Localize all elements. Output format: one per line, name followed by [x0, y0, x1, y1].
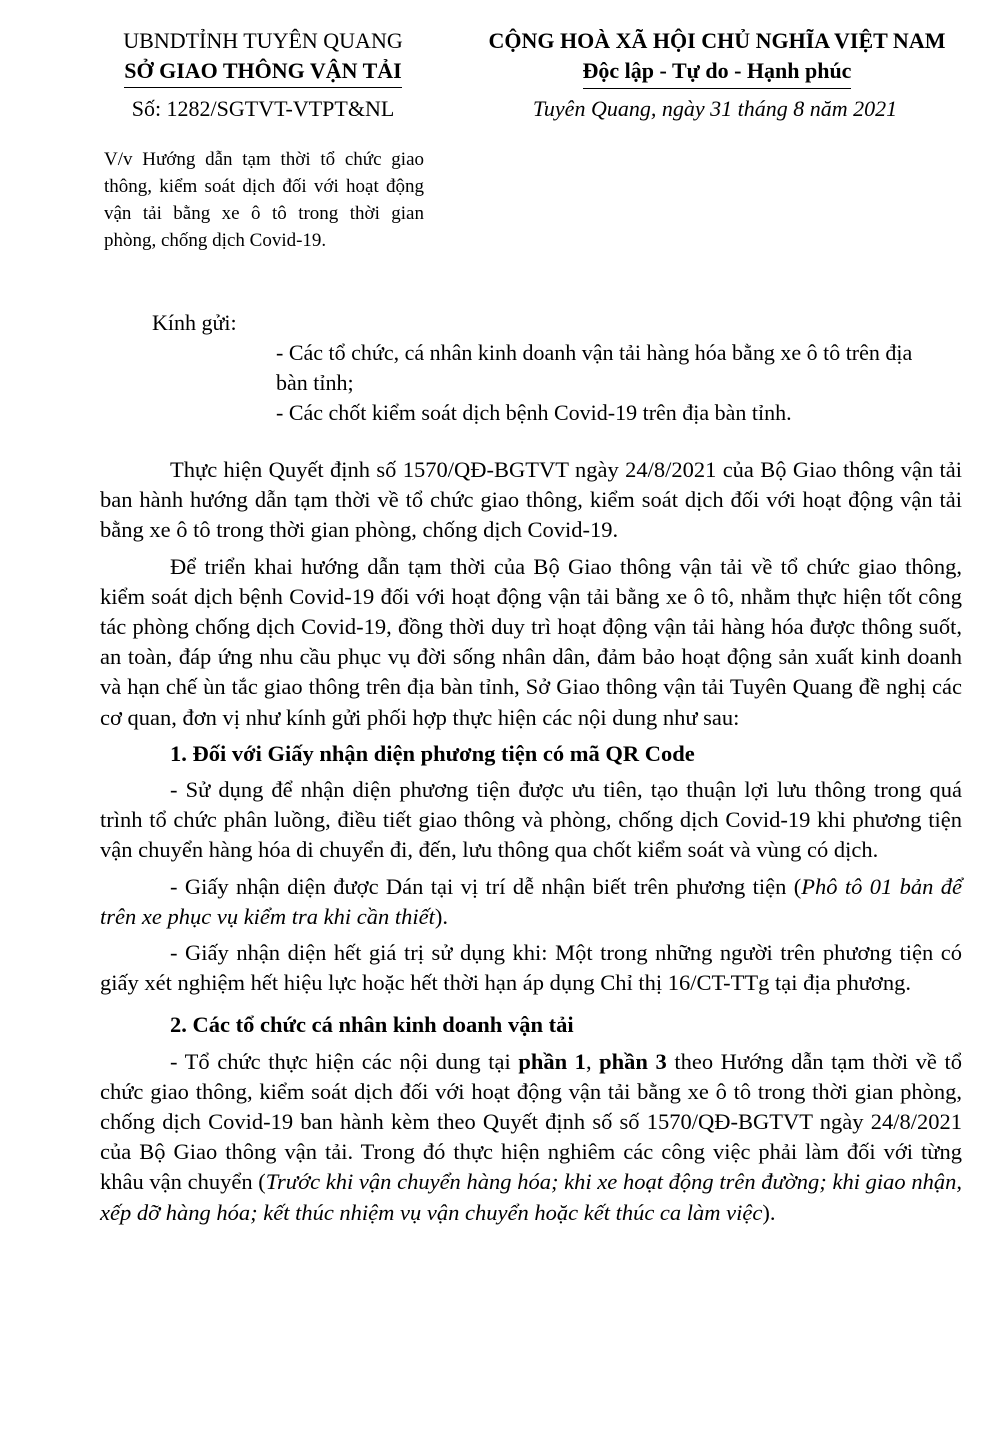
parent-agency: UBNDTỈNH TUYÊN QUANG — [123, 28, 403, 53]
paragraph: Để triển khai hướng dẫn tạm thời của Bộ Giao thông vận tải về tổ chức giao thông, kiểm soát dịch bệnh Covid-19 đối với hoạt động vận tải bằng xe ô tô, nhằm thực hiện tốt công tác phòng chống dịch Covid-19, đồng thời duy trì hoạt động vận tải hàng hóa được thông suốt, an toàn, đáp ứng nhu cầu phục vụ đời sống nhân dân, đảm bảo hoạt động sản xuất kinh doanh và hạn chế ùn tắc giao thông trên địa bàn tỉnh, Sở Giao thông vận tải Tuyên Quang đề nghị các cơ quan, đơn vị như kính gửi phối hợp thực hiện các nội dung như sau: — [100, 553, 962, 730]
text-run: ). — [434, 903, 449, 929]
document-subject: V/v Hướng dẫn tạm thời tổ chức giao thông, kiểm soát dịch đối với hoạt động vận tải bằng xe ô tô trong thời gian phòng, chống dịch Covid-19. — [104, 149, 424, 251]
paragraph — [100, 872, 962, 932]
text-run-bold: phần 3 — [599, 1048, 667, 1074]
section-heading: 1. Đối với Giấy nhận diện phương tiện có mã QR Code — [170, 740, 695, 766]
paragraph: Thực hiện Quyết định số 1570/QĐ-BGTVT ngày 24/8/2021 của Bộ Giao thông vận tải ban hành hướng dẫn tạm thời về tổ chức giao thông, kiểm soát dịch đối với hoạt động vận tải bằng xe ô tô trong thời gian phòng, chống dịch Covid-19. — [100, 457, 962, 543]
section-heading: 2. Các tổ chức cá nhân kinh doanh vận tải — [170, 1012, 574, 1038]
recipient-item: - Các chốt kiểm soát dịch bệnh Covid-19 trên địa bàn tỉnh. — [276, 400, 792, 425]
text-run: , — [585, 1048, 600, 1074]
text-run-italic: Trước khi vận chuyển hàng hóa; khi xe hoạt động trên đường; khi giao nhận, xếp dỡ hàng hóa; kết thúc nhiệm vụ vận chuyển hoặc kết thúc ca làm việc — [100, 1169, 962, 1225]
motto: Độc lập - Tự do - Hạnh phúc — [583, 56, 852, 89]
recipients-label: Kính gửi: — [152, 310, 237, 335]
text-run-italic: Phô tô 01 bản để trên xe phục vụ kiểm tra khi cần thiết — [100, 873, 962, 929]
text-run: ). — [762, 1199, 776, 1225]
recipient-item: - Các tổ chức, cá nhân kinh doanh vận tải hàng hóa bằng xe ô tô trên địa bàn tỉnh; — [276, 340, 913, 395]
recipients-list — [276, 338, 916, 428]
national-title-block — [452, 26, 982, 89]
paragraph — [100, 1047, 962, 1228]
document-body — [100, 455, 962, 1228]
text-run: - Giấy nhận diện được Dán tại vị trí dễ nhận biết trên phương tiện ( — [170, 873, 802, 899]
country-name: CỘNG HOÀ XÃ HỘI CHỦ NGHĨA VIỆT NAM — [488, 28, 946, 53]
place-and-date: Tuyên Quang, ngày 31 tháng 8 năm 2021 — [532, 96, 898, 121]
issuing-agency-block — [78, 26, 448, 88]
agency-name: SỞ GIAO THÔNG VẬN TẢI — [124, 56, 402, 88]
paragraph: - Giấy nhận diện hết giá trị sử dụng khi: Một trong những người trên phương tiện có giấy xét nghiệm hết hiệu lực hoặc hết thời hạn áp dụng Chỉ thị 16/CT-TTg tại địa phương. — [100, 940, 962, 996]
text-run-bold: phần 1 — [518, 1048, 586, 1074]
paragraph: - Sử dụng để nhận diện phương tiện được ưu tiên, tạo thuận lợi lưu thông trong quá trình tổ chức phân luồng, điều tiết giao thông và phòng, chống dịch Covid-19 khi phương tiện vận chuyển hàng hóa di chuyển đi, đến, lưu thông qua chốt kiểm soát và vùng có dịch. — [100, 777, 962, 863]
document-number: Số: 1282/SGTVT-VTPT&NL — [131, 96, 395, 121]
text-run: theo Hướng dẫn tạm thời về tổ chức giao thông, kiểm soát dịch đối với hoạt động vận tải bằng xe ô tô trong thời gian phòng, chống dịch Covid-19 ban hành kèm theo Quyết định số số 1570/QĐ-BGTVT ngày 24/8/2021 của Bộ Giao thông vận tải. Trong đó thực hiện nghiêm các công việc phải làm đối với từng khâu vận chuyển ( — [100, 1048, 962, 1195]
text-run: - Tổ chức thực hiện các nội dung tại — [170, 1048, 519, 1074]
